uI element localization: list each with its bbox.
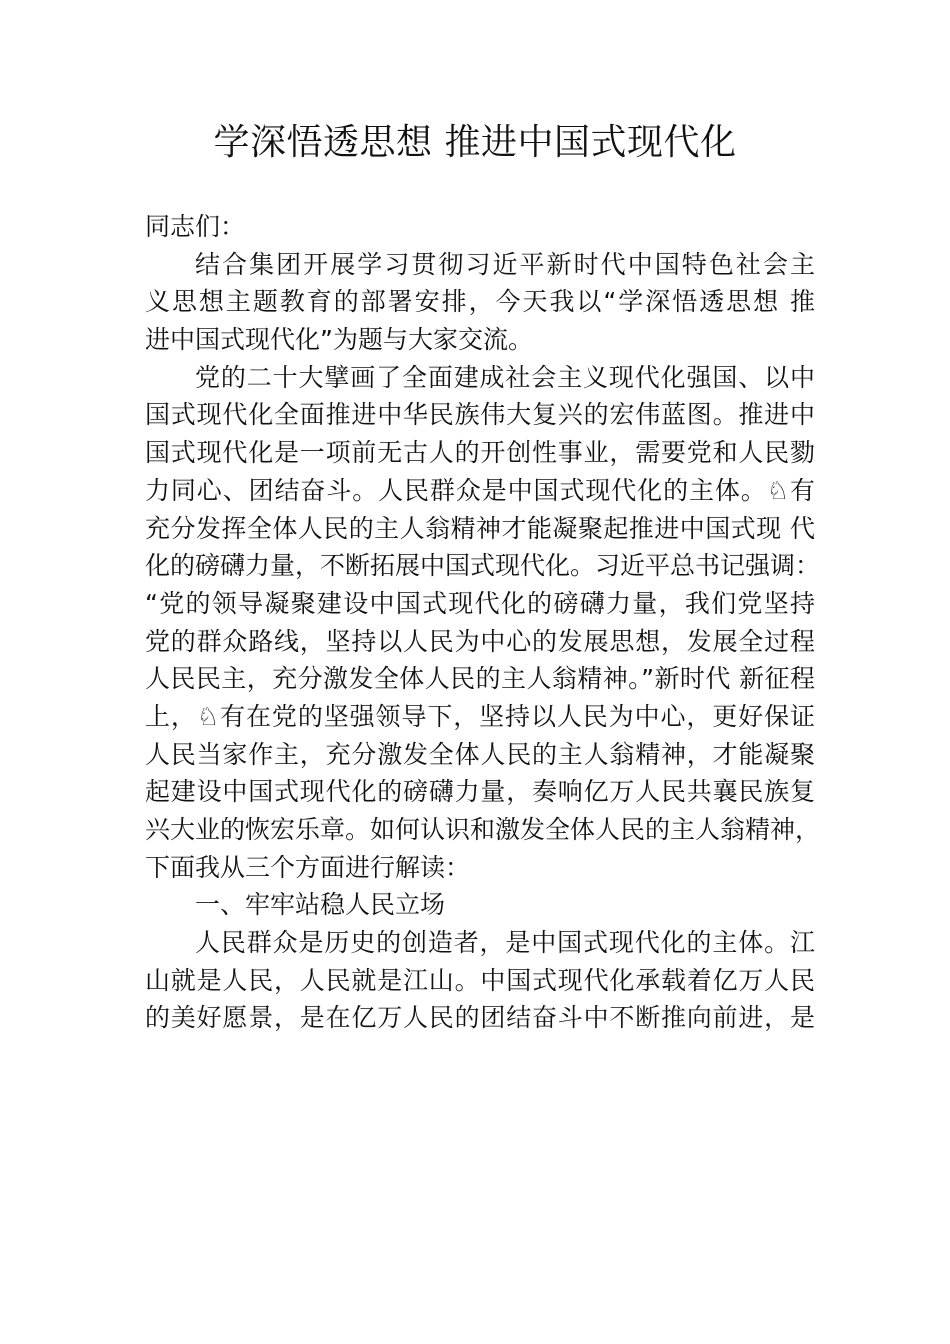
salutation: 同志们： (145, 212, 246, 241)
paragraph-line: 上，♘有在党的坚强领导下，坚持以人民为中心，更好保证 (145, 701, 815, 731)
document-body (145, 208, 821, 1037)
paragraph-line: 人民民主，充分激发全体人民的主人翁精神。”新时代 新征程 (145, 664, 815, 694)
document-title: 学深悟透思想 推进中国式现代化 (213, 122, 737, 163)
paragraph-line: 的美好愿景，是在亿万人民的团结奋斗中不断推向前进，是 (145, 1003, 815, 1033)
paragraph-line: “党的领导凝聚建设中国式现代化的磅礴力量，我们党坚持 (145, 588, 815, 618)
paragraph-line: 力同心、团结奋斗。人民群众是中国式现代化的主体。♘有 (145, 475, 815, 505)
paragraph-line: 化的磅礴力量，不断拓展中国式现代化。习近平总书记强调： (145, 551, 821, 581)
section-heading: 一、牢牢站稳人民立场 (195, 890, 446, 920)
paragraph-line: 起建设中国式现代化的磅礴力量，奏响亿万人民共襄民族复 (145, 777, 815, 807)
paragraph-line: 义思想主题教育的部署安排，今天我以“学深悟透思想 推 (145, 287, 815, 317)
paragraph-line: 党的二十大擘画了全面建成社会主义现代化强国、以中 (195, 362, 815, 392)
paragraph-line: 党的群众路线，坚持以人民为中心的发展思想，发展全过程 (145, 626, 815, 656)
paragraph-line: 结合集团开展学习贯彻习近平新时代中国特色社会主 (195, 249, 815, 279)
paragraph-line: 兴大业的恢宏乐章。如何认识和激发全体人民的主人翁精神， (145, 815, 821, 844)
paragraph-line: 下面我从三个方面进行解读： (145, 852, 471, 882)
paragraph-line: 国式现代化是一项前无古人的开创性事业，需要党和人民勠 (145, 438, 815, 468)
paragraph-line: 进中国式现代化”为题与大家交流。 (145, 325, 533, 355)
paragraph-line: 充分发挥全体人民的主人翁精神才能凝聚起推进中国式现 代 (145, 513, 815, 543)
paragraph-line: 国式现代化全面推进中华民族伟大复兴的宏伟蓝图。推进中 (145, 400, 815, 430)
paragraph-line: 人民当家作主，充分激发全体人民的主人翁精神，才能凝聚 (145, 739, 815, 769)
paragraph-line: 山就是人民，人民就是江山。中国式现代化承载着亿万人民 (145, 965, 815, 995)
paragraph-line: 人民群众是历史的创造者，是中国式现代化的主体。江 (195, 928, 815, 958)
